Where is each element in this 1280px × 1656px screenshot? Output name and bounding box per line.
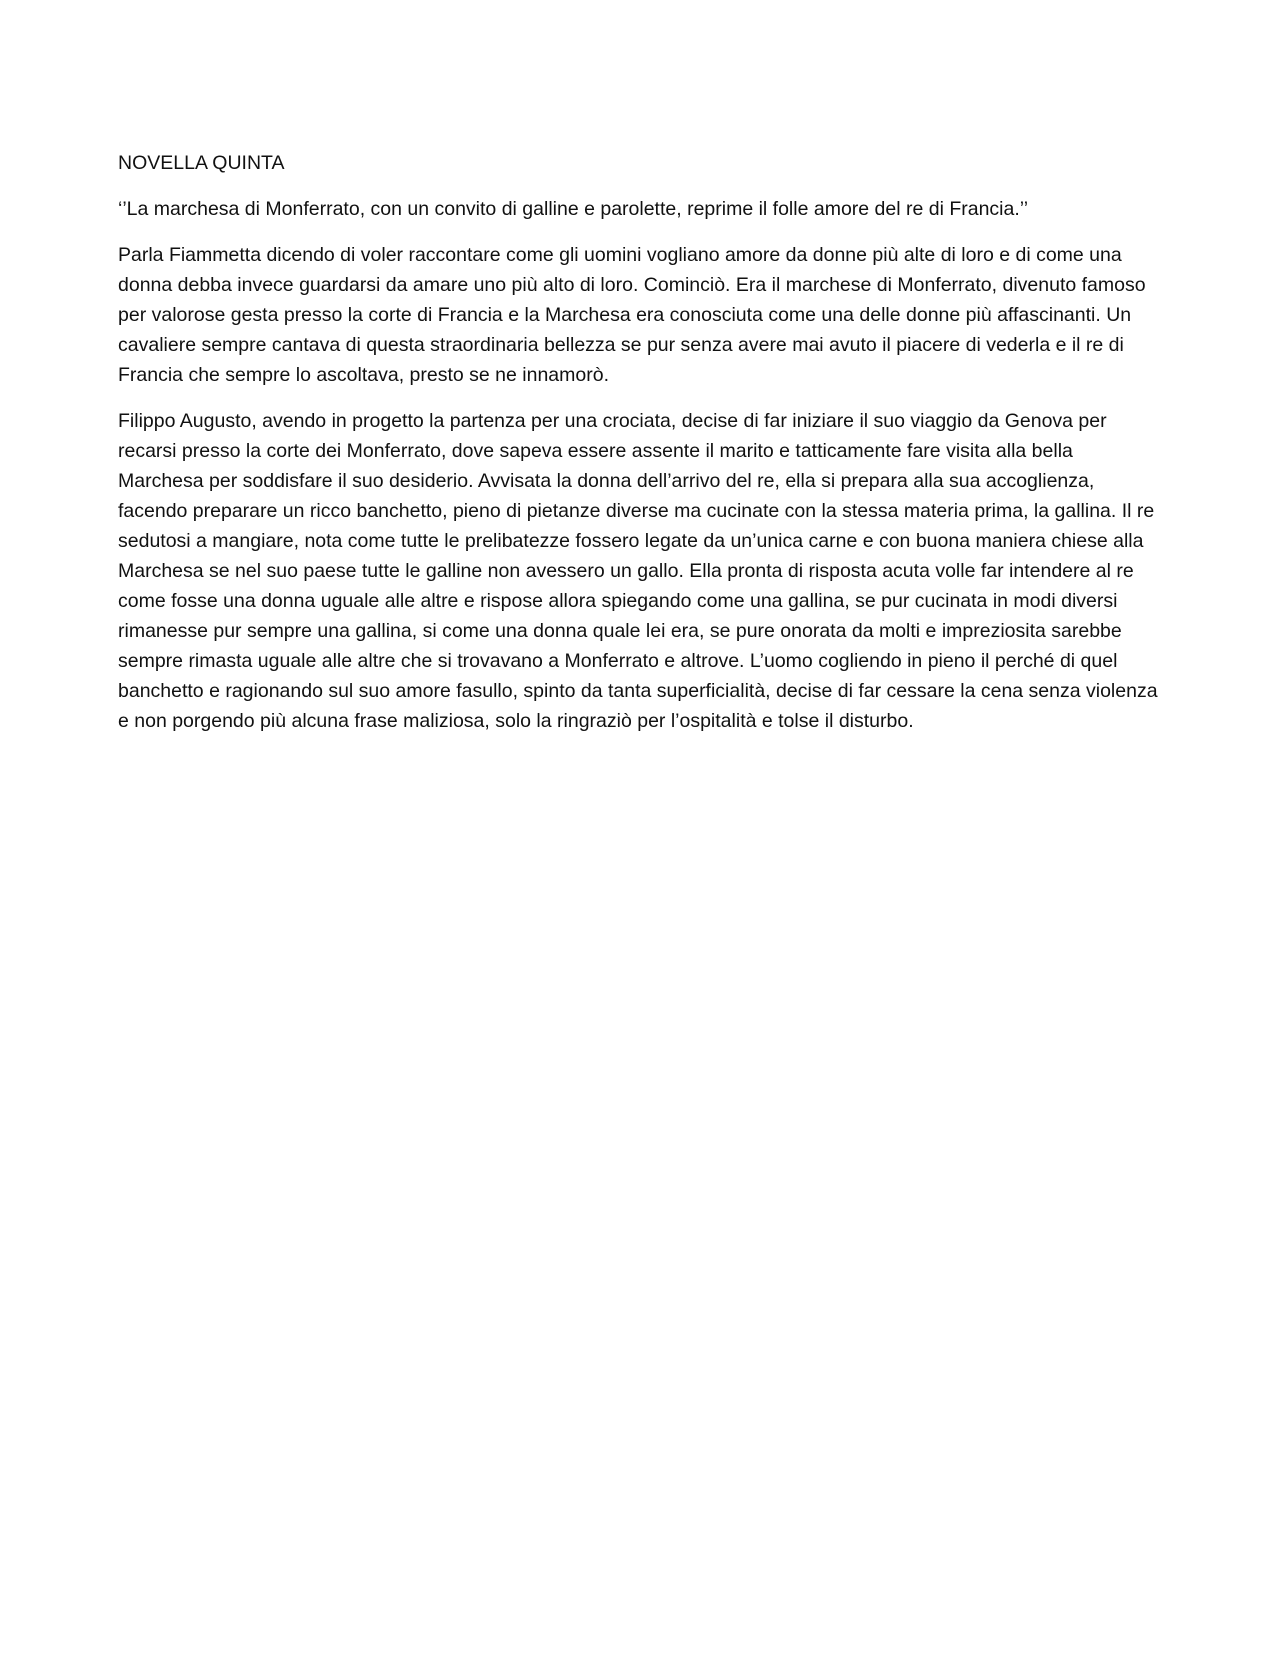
paragraph-1: Parla Fiammetta dicendo di voler raccontare come gli uomini vogliano amore da donne più alte di loro e di come una donna debba invece guardarsi da amare uno più alto di loro. Cominciò. Era il marchese di Monferrato, divenuto famoso per valorose gesta presso la corte di Francia e la Marchesa era conosciuta come una delle donne più affascinanti. Un cavaliere sempre cantava di questa straordinaria bellezza se pur senza avere mai avuto il piacere di vederla e il re di Francia che sempre lo ascoltava, presto se ne innamorò. (118, 244, 1146, 386)
paragraph-2: Filippo Augusto, avendo in progetto la partenza per una crociata, decise di far iniziare il suo viaggio da Genova per recarsi presso la corte dei Monferrato, dove sapeva essere assente il marito e tatticamente fare visita alla bella Marchesa per soddisfare il suo desiderio. Avvisata la donna dell’arrivo del re, ella si prepara alla sua accoglienza, facendo preparare un ricco banchetto, pieno di pietanze diverse ma cucinate con la stessa materia prima, la gallina. Il re sedutosi a mangiare, nota come tutte le prelibatezze fossero legate da un’unica carne e con buona maniera chiese alla Marchesa se nel suo paese tutte le galline non avessero un gallo. Ella pronta di risposta acuta volle far intendere al re come fosse una donna uguale alle altre e rispose allora spiegando come una gallina, se pur cucinata in modi diversi rimanesse pur sempre una gallina, si come una donna quale lei era, se pure onorata da molti e impreziosita sarebbe sempre rimasta uguale alle altre che si trovavano a Monferrato e altrove. L’uomo cogliendo in pieno il perché di quel banchetto e ragionando sul suo amore fasullo, spinto da tanta superficialità, decise di far cessare la cena senza violenza e non porgendo più alcuna frase maliziosa, solo la ringraziò per l’ospitalità e tolse il disturbo. (118, 410, 1158, 732)
document-title: NOVELLA QUINTA (118, 152, 285, 174)
document-subtitle: ‘’La marchesa di Monferrato, con un convito di galline e parolette, reprime il folle amore del re di Francia.’’ (118, 198, 1029, 220)
document-body (118, 148, 1163, 752)
